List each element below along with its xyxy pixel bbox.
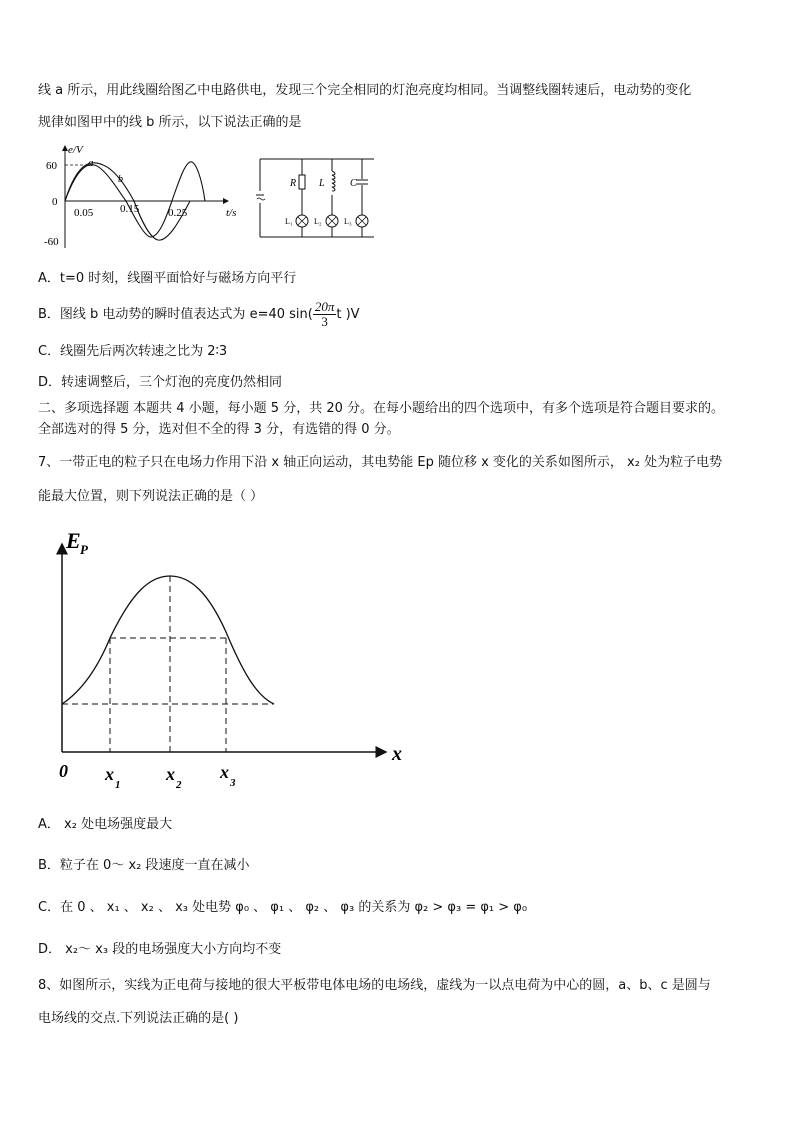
q6-option-d: D．转速调整后，三个灯泡的亮度仍然相同	[38, 375, 283, 390]
section2-line-1: 二、多项选择题 本题共 4 小题，每小题 5 分，共 20 分。在每小题给出的四个选项中，有多个选项是符合题目要求的。	[38, 401, 725, 416]
q6-option-b	[38, 300, 360, 330]
q6-y-label: e/V	[68, 144, 83, 156]
q7-stem-line-2: 能最大位置，则下列说法正确的是（ ）	[38, 489, 264, 504]
q6-y-60: 60	[46, 160, 57, 172]
q6-option-b-den: 3	[321, 314, 328, 329]
q7-x3-sub: 3	[230, 777, 236, 789]
q8-stem-line-1: 8、如图所示，实线为正电荷与接地的很大平板带电体电场的电场线，虚线为一以点电荷为中心的圆，a、b、c 是圆与	[38, 978, 711, 993]
q7-option-c: C．在 0 、 x₁ 、 x₂ 、 x₃ 处电势 φ₀ 、 φ₁ 、 φ₂ 、 φ₃ 的关系为 φ₂ > φ₃ = φ₁ > φ₀	[38, 900, 528, 915]
q6-circuit	[254, 155, 382, 241]
q6-label-b: b	[118, 174, 123, 185]
q6-option-b-num: 20π	[314, 299, 335, 314]
q6-tick-015: 0.15	[120, 203, 140, 215]
q7-option-d: D． x₂～ x₃ 段的电场强度大小方向均不变	[38, 942, 282, 957]
q7-option-a: A． x₂ 处电场强度最大	[38, 817, 173, 832]
label-L1: L₁	[285, 217, 293, 226]
q6-intro-line-1: 线 a 所示，用此线圈给图乙中电路供电，发现三个完全相同的灯泡亮度均相同。当调整线圈转速后，电动势的变化	[38, 83, 692, 98]
q7-x2-label: x	[166, 764, 175, 784]
lamp-1	[296, 215, 308, 227]
q7-x2-sub: 2	[176, 779, 182, 790]
resistor-symbol	[299, 175, 305, 189]
q6-tick-005: 0.05	[74, 207, 94, 219]
q6-y-neg60: -60	[44, 236, 59, 248]
label-L: L	[319, 178, 325, 189]
q7-x1-label: x	[105, 764, 114, 784]
q7-stem-line-1: 7、一带正电的粒子只在电场力作用下沿 x 轴正向运动，其电势能 Ep 随位移 x 变化的关系如图所示， x₂ 处为粒子电势	[38, 455, 723, 470]
q6-option-b-pre: B．图线 b 电动势的瞬时值表达式为 e=40 sin(	[38, 307, 313, 322]
q7-option-b: B．粒子在 0～ x₂ 段速度一直在减小	[38, 858, 250, 873]
q6-intro-line-2: 规律如图甲中的线 b 所示，以下说法正确的是	[38, 115, 302, 130]
curve-b	[65, 162, 205, 237]
lamp-2	[326, 215, 338, 227]
q6-option-b-fraction	[313, 300, 337, 329]
q6-option-b-post: t )V	[336, 307, 360, 322]
ep-curve	[62, 576, 274, 704]
q7-y-sub: P	[80, 542, 88, 557]
q6-label-a: a	[88, 157, 94, 169]
label-L3: L₃	[344, 217, 352, 226]
label-C: C	[350, 178, 357, 189]
q6-y-0: 0	[52, 196, 58, 208]
q7-y-label: E	[66, 528, 81, 553]
q7-x-label: x	[392, 743, 402, 765]
section2-line-2: 全部选对的得 5 分，选对但不全的得 3 分，有选错的得 0 分。	[38, 422, 400, 437]
q6-option-a: A．t=0 时刻，线圈平面恰好与磁场方向平行	[38, 271, 297, 286]
q7-x3-label: x	[220, 762, 229, 782]
q7-x1-sub: 1	[115, 779, 121, 790]
lamp-3	[356, 215, 368, 227]
q7-ep-graph	[52, 522, 422, 790]
q6-et-graph	[40, 140, 240, 252]
q6-x-label: t/s	[226, 207, 237, 219]
q6-tick-025: 0.25	[168, 207, 188, 219]
q6-option-c: C．线圈先后两次转速之比为 2∶3	[38, 344, 228, 359]
label-R: R	[290, 178, 297, 189]
label-L2: L₂	[314, 217, 322, 226]
q7-origin: 0	[59, 761, 68, 781]
q8-stem-line-2: 电场线的交点.下列说法正确的是( )	[38, 1011, 239, 1026]
